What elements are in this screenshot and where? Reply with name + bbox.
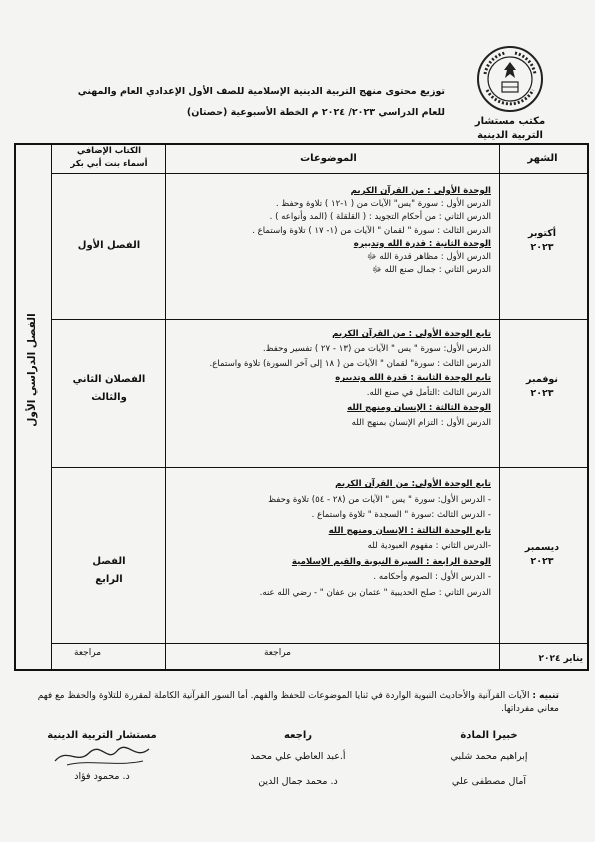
lesson-line: الدرس الثالث : سورة" لقمان " الآيات من ( ١٨ إلى آخر السورة) تلاوة واستماع. <box>209 358 491 369</box>
unit-heading: تابع الوحدة الثالثة : الإنسان ومنهج الله <box>328 525 491 536</box>
lesson-line: الدرس الأول : سورة "يس" الآيات من ( ١-١٢ ) تلاوة وحفظ . <box>275 199 491 210</box>
month-november <box>511 373 573 401</box>
reviewer-name-2: د. محمد جمال الدين <box>258 776 338 787</box>
topics-november <box>210 327 491 431</box>
unit-heading: تابع الوحدة الأولى: من القرآن الكريم <box>335 479 491 489</box>
month-october <box>511 227 573 255</box>
header-book-line1: الكتاب الإضافي <box>76 146 142 156</box>
chapter-october <box>58 237 160 255</box>
header-row-line <box>51 173 587 174</box>
chapter-label: الفصلان الثاني <box>72 374 146 385</box>
expert-name-1: إبراهيم محمد شلبي <box>450 751 528 762</box>
signature-reviewers <box>223 728 373 789</box>
office-header <box>455 44 565 142</box>
handwritten-signature <box>47 743 157 769</box>
note-text: الآيات القرآنية والأحاديث النبوية الواردة في ثنايا الموضوعات للحفظ والفهم. أما السور القرآنية الكاملة لمقررة للتلاوة والحفظ مع فهم معاني مفرداتها. <box>37 691 559 714</box>
col-divider-month <box>499 145 500 669</box>
lesson-line: الدرس الثالث : سورة " لقمان " الآيات من (١- ١٧ ) تلاوة واستماع . <box>252 225 491 236</box>
reviewers-title: راجعه <box>283 730 313 741</box>
reviewer-name-1: أ.عبد العاطي علي محمد <box>250 751 346 762</box>
signature-advisor <box>32 728 172 784</box>
advisor-title: مستشار التربية الدينية <box>47 730 157 741</box>
lesson-line: الدرس الثاني : جمال صنع الله ﷻ <box>372 265 491 276</box>
review-topics: مراجعة <box>263 648 291 658</box>
row-line-2 <box>51 467 587 468</box>
col-divider-topics <box>165 145 166 669</box>
chapter-november <box>58 371 160 407</box>
semester-text: الفصل الدراسي الأول <box>26 313 38 427</box>
lesson-line: الدرس الأول : مظاهر قدرة الله ﷻ <box>366 252 491 263</box>
month-name: نوفمبر <box>526 374 558 385</box>
lesson-line: - الدرس الثالث :سورة " السجدة " تلاوة واستماع . <box>311 510 491 520</box>
unit-heading: الوحدة الرابعة : السيرة النبوية والقيم الإسلامية <box>291 556 491 567</box>
note-label: تنبيه : <box>532 691 559 701</box>
month-year: ٢٠٢٣ <box>530 556 554 567</box>
header-topics: الموضوعات <box>300 153 357 164</box>
lesson-line: الدرس الثالث :التأمل في صنع الله. <box>366 388 491 399</box>
unit-heading: تابع الوحدة الأولى : من القرآن الكريم <box>332 329 491 339</box>
row-line-3 <box>51 643 587 644</box>
row-line-1 <box>51 319 587 320</box>
chapter-label: الفصل <box>92 556 126 567</box>
lesson-line: الدرس الأول: سورة " يس " الآيات من (١٣ - ٢٧ ) تفسير وحفظ. <box>262 343 491 354</box>
topics-october <box>252 185 491 277</box>
semester-label <box>20 315 44 425</box>
month-december <box>511 541 573 569</box>
document-title: توزيع محتوى منهج التربية الدينية الإسلامية للصف الأول الإعدادي العام والمهني <box>77 86 445 97</box>
office-line2: التربية الدينية <box>477 130 543 141</box>
unit-heading: الوحدة الأولى : من القرآن الكريم <box>350 186 491 196</box>
expert-name-2: آمال مصطفى علي <box>451 776 527 787</box>
header-book <box>53 145 165 171</box>
chapter-label: الفصل الأول <box>77 240 141 251</box>
lesson-line: - الدرس الأول : الصوم وأحكامه . <box>373 572 491 582</box>
review-book: مراجعة <box>74 648 102 658</box>
topics-december <box>260 477 491 601</box>
month-year: ٢٠٢٣ <box>530 388 554 399</box>
lesson-line: الدرس الثاني : من أحكام التجويد : ( القلقلة ) (المد وأنواعه ) . <box>269 212 491 223</box>
lesson-line: - الدرس الأول: سورة " يس " الآيات من (٢٨ - ٥٤) تلاوة وحفظ <box>268 494 491 505</box>
header-book-line2: أسماء بنت أبي بكر <box>70 159 148 169</box>
unit-heading: الوحدة الثانية : قدرة الله وتدبيره <box>353 238 491 249</box>
signature-experts <box>419 728 559 789</box>
document-subtitle: للعام الدراسي ٢٠٢٣/ ٢٠٢٤ م الخطة الأسبوعية (حصتان) <box>186 107 445 118</box>
advisor-name: د. محمود فؤاد <box>74 771 130 782</box>
note-block <box>19 690 559 716</box>
header-month: الشهر <box>527 153 558 164</box>
ministry-logo <box>475 44 545 114</box>
unit-heading: تابع الوحدة الثانية : قدرة الله وتدبيره <box>335 373 491 384</box>
experts-title: خبيرا المادة <box>460 730 518 741</box>
curriculum-table <box>14 143 589 671</box>
chapter-label: والثالث <box>91 392 127 403</box>
unit-heading: الوحدة الثالثة : الإنسان ومنهج الله <box>347 402 491 413</box>
lesson-line: الدرس الأول : التزام الإنسان بمنهج الله <box>351 417 491 428</box>
lesson-line: -الدرس الثاني : مفهوم العبودية لله <box>367 541 491 551</box>
chapter-label: الرابع <box>95 574 123 585</box>
office-line1: مكتب مستشار <box>474 116 546 127</box>
month-year: ٢٠٢٣ <box>530 242 554 253</box>
review-month: يناير ٢٠٢٤ <box>538 654 583 664</box>
month-name: ديسمبر <box>524 542 560 553</box>
col-divider-semester <box>51 145 52 669</box>
chapter-december <box>58 553 160 589</box>
lesson-line: الدرس الثاني : صلح الحديبية " عثمان بن عفان " - رضي الله عنه. <box>259 587 491 598</box>
month-name: أكتوبر <box>527 228 557 239</box>
